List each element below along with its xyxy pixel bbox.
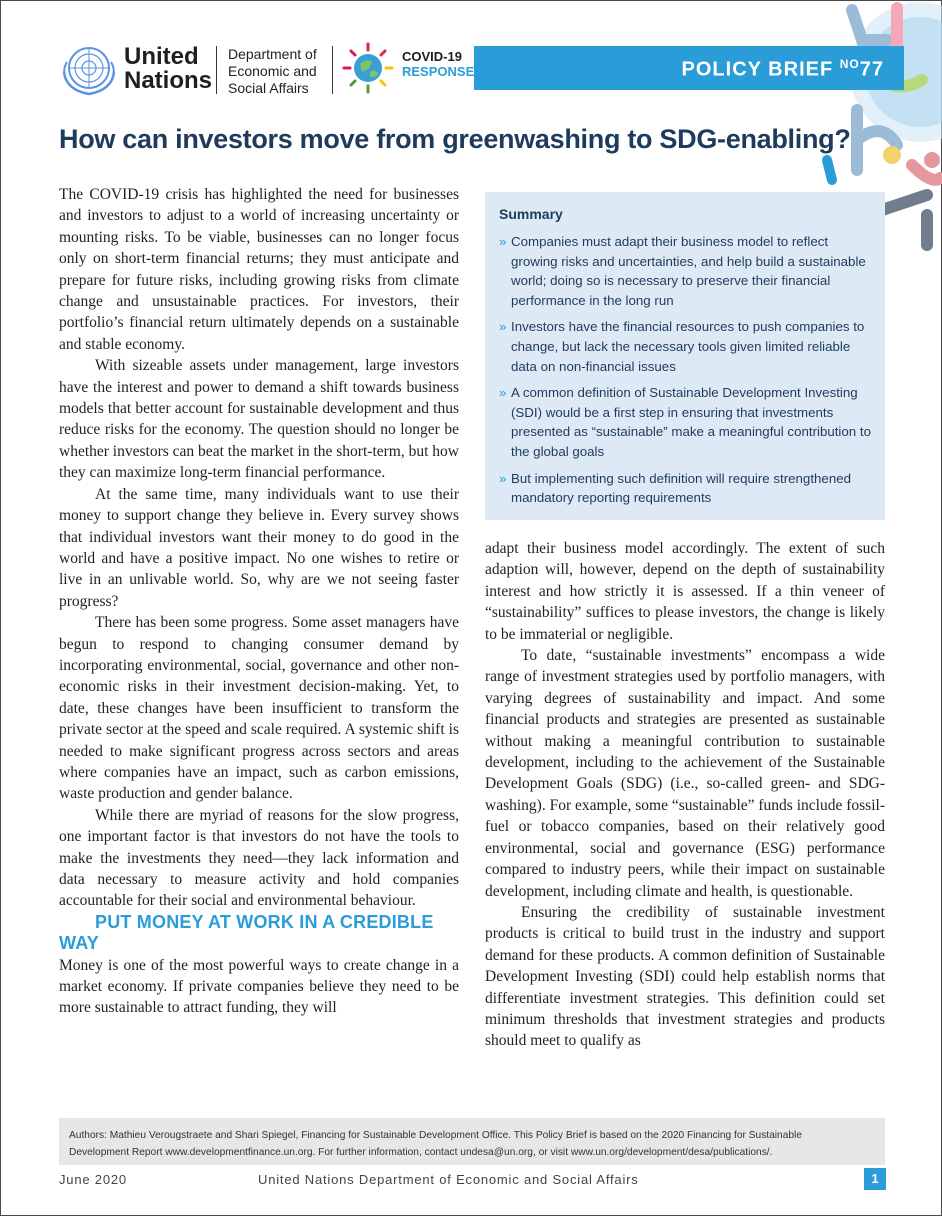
- body-paragraph: adapt their business model accordingly. The extent of such adaption will, however, depend on the depth of sustainability interest and how strictly it is assessed. If a thin veneer of “sustainability” suffices to please investors, the change is likely to be immaterial or negligible.: [485, 540, 885, 643]
- header-divider: [216, 46, 217, 94]
- left-column: [59, 184, 459, 1019]
- un-emblem-icon: [58, 42, 120, 98]
- right-column: [485, 538, 885, 1052]
- page-number: 1: [864, 1168, 886, 1190]
- desa-wordmark: [228, 46, 317, 97]
- un-name-line2: Nations: [124, 67, 213, 94]
- summary-item: [499, 232, 871, 310]
- chevron-right-icon: »: [499, 385, 507, 401]
- summary-item: [499, 317, 871, 376]
- summary-title: Summary: [499, 206, 563, 222]
- desa-line2: Economic and: [228, 63, 317, 79]
- section-heading: PUT MONEY AT WORK IN A CREDIBLE WAY: [59, 911, 434, 954]
- body-paragraph: At the same time, many individuals want to use their money to support change they believe in. Every survey shows that individual investors want their money to do good in the world and have a positive impact. No one wishes to retire or live in an unlivable world. So, why are we not seeing faster progress?: [59, 485, 459, 610]
- chevron-right-icon: »: [499, 319, 507, 335]
- body-paragraph: The COVID-19 crisis has highlighted the need for businesses and investors to adjust to a world of increasing uncertainty or mounting risks. To be viable, businesses can no longer focus only on short-term financial returns; they must anticipate and prepare for future risks, including growing risks from climate change and unsustainable practices. For investors, their portfolio’s financial return ultimately depends on a sustainable and stable economy.: [59, 186, 459, 353]
- header-divider: [332, 46, 333, 94]
- summary-item-text: A common definition of Sustainable Development Investing (SDI) would be a first step in ensuring that investments presented as “sustainable” make a meaningful contribution to the global goals: [511, 385, 871, 459]
- page-title: How can investors move from greenwashing to SDG-enabling?: [59, 124, 851, 154]
- body-paragraph: With sizeable assets under management, large investors have the interest and power to demand a shift towards business models that better account for sustainable development and thus reduce risks for the economy. The question should no longer be whether investors can beat the market in the short-term, but how they can maximize long-term financial performance.: [59, 357, 459, 482]
- body-paragraph: Money is one of the most powerful ways to create change in a market economy. If private companies believe they need to be more sustainable to attract funding, they will: [59, 956, 459, 1017]
- chevron-right-icon: »: [499, 470, 507, 486]
- covid-line1: COVID-19: [402, 49, 462, 64]
- body-paragraph: To date, “sustainable investments” encompass a wide range of investment strategies used by portfolio managers, with varying degrees of sustainability and impact. And some financial products and strategies are presented as sustainable without making a meaningful contribution to sustainable development, including to the achievement of the Sustainable Development Goals (SDG) (i.e., so-called green- and SDG-washing). For example, some “sustainable” funds include fossil-fuel or tobacco companies, based on their relatively good environmental, social and governance (ESG) performance compared to industry peers, while their impact on sustainable development, including climate and health, is questionable.: [485, 647, 885, 900]
- policy-brief-no: NO: [839, 57, 860, 71]
- policy-brief-label: [682, 57, 884, 82]
- body-paragraph: While there are myriad of reasons for the slow progress, one important factor is that investors do not have the tools to make the investments they need—they lack information and data necessary to measure activity and hold companies accountable for their social and environmental behaviour.: [59, 806, 459, 910]
- un-name-line1: United: [124, 43, 199, 70]
- un-wordmark: [124, 45, 212, 93]
- authors-note: [59, 1118, 885, 1165]
- policy-brief-text: POLICY BRIEF: [681, 58, 834, 81]
- summary-item-text: But implementing such definition will require strengthened mandatory reporting requirements: [511, 470, 851, 506]
- chevron-right-icon: »: [499, 234, 507, 249]
- summary-box: [485, 192, 885, 520]
- body-paragraph: Ensuring the credibility of sustainable investment products is critical to build trust in the industry and support demand for these products. A common definition of Sustainable Development Investing (SDI) could help establish norms that differentiate investment strategies. This definition could set minimum thresholds that investment strategies and products should meet to qualify as: [485, 903, 885, 1050]
- summary-item-text: Investors have the financial resources to push companies to change, but lack the necessary tools given limited reliable data on non-financial issues: [511, 319, 865, 374]
- summary-item: [499, 469, 871, 508]
- desa-line1: Department of: [228, 46, 317, 62]
- authors-line2: Development Report www.developmentfinance.un.org. For further information, contact undesa@un.org, or visit www.un.org/development/desa/publications/.: [69, 1147, 773, 1158]
- footer-organization: United Nations Department of Economic and Social Affairs: [258, 1172, 639, 1187]
- covid-response-wordmark: [402, 49, 474, 79]
- summary-item-text: Companies must adapt their business model to reflect growing risks and uncertainties, and help build a sustainable world; doing so is necessary to preserve their financial performance in the long run: [511, 234, 866, 308]
- summary-item: [499, 383, 871, 461]
- footer-date: June 2020: [59, 1172, 127, 1187]
- covid-line2: RESPONSE: [402, 64, 475, 79]
- body-paragraph: There has been some progress. Some asset managers have begun to respond to changing consumer demand by incorporating environmental, social, governance and other non-economic risks in their investment decision-making. Yet, to date, these changes have been insufficient to transform the private sector at the speed and scale required. A systemic shift is needed to make significant progress across sectors and areas where companies have an impact, such as carbon emissions, waste production and gender balance.: [59, 614, 459, 803]
- covid-response-logo-icon: [340, 40, 396, 96]
- policy-brief-number: 77: [859, 58, 884, 81]
- authors-line1: Authors: Mathieu Verougstraete and Shari Spiegel, Financing for Sustainable Development Office. This Policy Brief is based on the 2020 Financing for Sustainable: [69, 1130, 802, 1141]
- desa-line3: Social Affairs: [228, 80, 309, 96]
- summary-list: [499, 232, 871, 508]
